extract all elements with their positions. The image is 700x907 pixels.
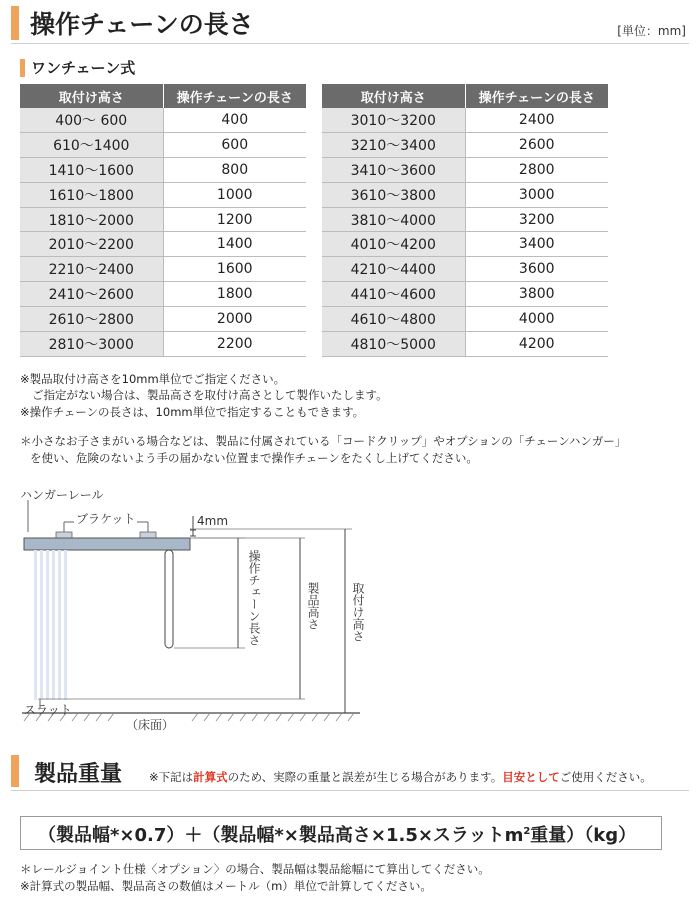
chain-length-cell: 2800 (465, 157, 608, 182)
slat (46, 550, 49, 700)
chain-length-table-left (20, 84, 306, 357)
table-row (20, 157, 306, 182)
chain-length-cell: 1000 (163, 182, 306, 207)
mount-height-cell: 3410～3600 (322, 157, 465, 182)
chain-length-cell: 3000 (465, 182, 608, 207)
chain-length-cell: 2200 (163, 332, 306, 357)
weight-note-prefix: ※下記は (149, 770, 194, 784)
label-slat: スラット (24, 703, 72, 717)
chain-length-cell: 400 (163, 108, 306, 132)
mount-height-cell: 1810～2000 (20, 207, 163, 232)
slat (40, 550, 43, 700)
unit-label: [単位：mm] (617, 24, 686, 38)
formula-superscript: 2 (523, 826, 531, 837)
label-floor: （床面） (126, 718, 175, 732)
table-row (322, 182, 608, 207)
label-mount-height: 取付け高さ (351, 582, 365, 642)
mount-height-cell: 2210～2400 (20, 257, 163, 282)
mount-height-cell: 3610～3800 (322, 182, 465, 207)
table-row (20, 232, 306, 257)
table-row (20, 108, 306, 132)
table-row (322, 332, 608, 357)
table-row (20, 132, 306, 157)
slat (58, 550, 61, 700)
mount-height-cell: 4810～5000 (322, 332, 465, 357)
bracket-right (140, 532, 156, 538)
weight-accent-bar (11, 755, 19, 787)
table-row (20, 307, 306, 332)
chain-length-cell: 1600 (163, 257, 306, 282)
chain-length-cell: 2600 (465, 132, 608, 157)
mount-height-cell: 2610～2800 (20, 307, 163, 332)
table-row (20, 332, 306, 357)
hanger-rail (24, 538, 190, 550)
weight-note-highlight-formula: 計算式 (193, 770, 228, 784)
table-row (20, 282, 306, 307)
table-row (20, 207, 306, 232)
weight-formula (38, 821, 636, 847)
weight-divider (11, 790, 689, 791)
chain-length-cell: 4000 (465, 307, 608, 332)
mount-height-cell: 1610～1800 (20, 182, 163, 207)
header-divider (11, 43, 689, 44)
table-row (322, 108, 608, 132)
note-line-2: ご指定がない場合は、製品高さを取付け高さとして製作いたします。 (32, 388, 388, 402)
chain-length-table-right (322, 84, 608, 357)
slats (34, 550, 67, 700)
label-gap: 4mm (197, 514, 229, 528)
safety-note-line-1: ＊小さなお子さまがいる場合などは、製品に付属されている「コードクリップ」やオプションの「チェーンハンガー」 (20, 434, 627, 448)
chain-length-cell: 600 (163, 132, 306, 157)
page-title: 操作チェーンの長さ (30, 10, 254, 39)
table-row (322, 307, 608, 332)
mount-height-cell: 3010～3200 (322, 108, 465, 132)
mount-height-cell: 3810～4000 (322, 207, 465, 232)
slat (64, 550, 67, 700)
mount-height-cell: 4010～4200 (322, 232, 465, 257)
chain-length-cell: 1800 (163, 282, 306, 307)
chain-length-cell: 3200 (465, 207, 608, 232)
weight-title: 製品重量 (34, 762, 123, 787)
chain-length-cell: 2400 (465, 108, 608, 132)
mount-height-cell: 3210～3400 (322, 132, 465, 157)
section-accent-bar (20, 59, 25, 77)
header-accent-bar (11, 6, 19, 40)
mount-height-cell: 610～1400 (20, 132, 163, 157)
table-row (322, 157, 608, 182)
table-row (322, 132, 608, 157)
column-header-chain-length: 操作チェーンの長さ (465, 84, 608, 108)
safety-note-line-2: を使い、危険のないよう手の届かない位置まで操作チェーンをたくし上げてください。 (30, 451, 478, 465)
chain-length-cell: 1400 (163, 232, 306, 257)
page-header (0, 0, 700, 46)
table-row (322, 232, 608, 257)
table-row (20, 257, 306, 282)
formula-main: （製品幅*×0.7）＋（製品幅*×製品高さ×1.5×スラットm (38, 825, 524, 846)
chain-length-cell: 800 (163, 157, 306, 182)
label-bracket: ブラケット (76, 512, 136, 526)
note-line-1: ※製品取付け高さを10mm単位でご指定ください。 (20, 372, 286, 386)
mount-height-cell: 4610～4800 (322, 307, 465, 332)
chain-length-cell: 4200 (465, 332, 608, 357)
mount-height-cell: 2410～2600 (20, 282, 163, 307)
mount-height-cell: 2010～2200 (20, 232, 163, 257)
table-row (322, 282, 608, 307)
bracket-left (56, 532, 72, 538)
weight-note-highlight-guide: 目安として (502, 770, 560, 784)
formula-end: 重量）（kg） (530, 825, 637, 846)
chain-length-cell: 3800 (465, 282, 608, 307)
mount-height-cell: 4210～4400 (322, 257, 465, 282)
label-chain-length: 操作チェーン長さ (247, 550, 261, 646)
column-header-mount-height: 取付け高さ (322, 84, 465, 108)
mount-height-cell: 400～ 600 (20, 108, 163, 132)
mount-height-cell: 1410～1600 (20, 157, 163, 182)
table-header-row (20, 84, 306, 108)
label-product-height: 製品高さ (306, 582, 320, 630)
weight-note (149, 769, 652, 785)
note-line-3: ※操作チェーンの長さは、10mm単位で指定することもできます。 (20, 405, 365, 419)
label-hanger-rail: ハンガーレール (20, 488, 104, 502)
weight-note-middle: のため、実際の重量と誤差が生じる場合があります。 (227, 770, 503, 784)
table-header-row (322, 84, 608, 108)
weight-footnote-1: ＊レールジョイント仕様〈オプション〉の場合、製品幅は製品総幅にて算出してください。 (20, 862, 490, 876)
operating-chain (165, 550, 173, 648)
weight-footnote-2: ※計算式の製品幅、製品高さの数値はメートル（m）単位で計算してください。 (20, 879, 432, 893)
chain-length-cell: 1200 (163, 207, 306, 232)
table-row (20, 182, 306, 207)
column-header-chain-length: 操作チェーンの長さ (163, 84, 306, 108)
slat (34, 550, 37, 700)
slat (52, 550, 55, 700)
chain-length-cell: 2000 (163, 307, 306, 332)
floor-hatch (24, 713, 354, 721)
chain-length-cell: 3400 (465, 232, 608, 257)
section-title: ワンチェーン式 (31, 59, 136, 77)
mount-height-cell: 4410～4600 (322, 282, 465, 307)
mount-height-cell: 2810～3000 (20, 332, 163, 357)
table-row (322, 207, 608, 232)
chain-length-cell: 3600 (465, 257, 608, 282)
column-header-mount-height: 取付け高さ (20, 84, 163, 108)
weight-note-suffix: ご使用ください。 (559, 770, 652, 784)
table-row (322, 257, 608, 282)
